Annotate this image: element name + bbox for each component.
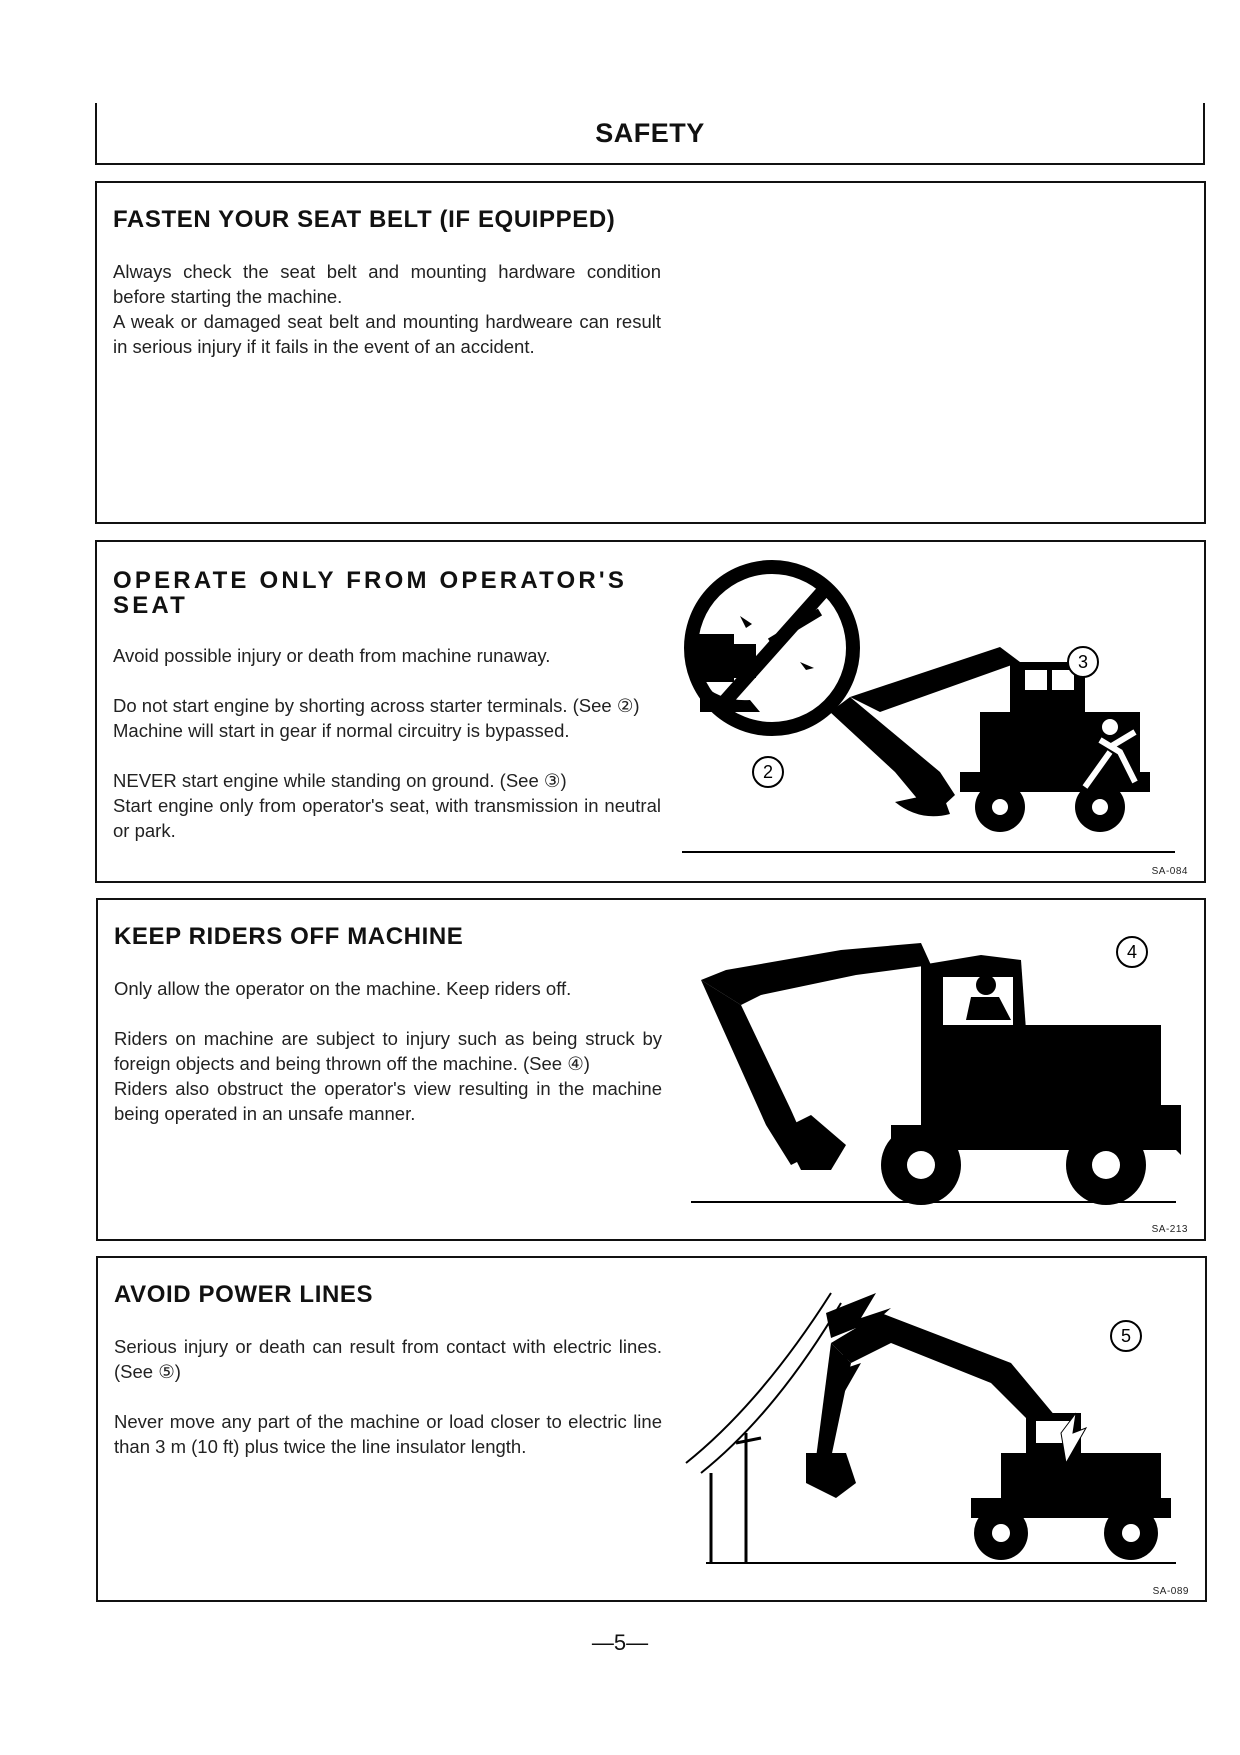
callout-5-label: 5: [1120, 1326, 1132, 1346]
paragraph: NEVER start engine while standing on ground. (See ③): [113, 770, 567, 791]
paragraph: Avoid possible injury or death from machine runaway.: [113, 645, 551, 666]
paragraph: Never move any part of the machine or load closer to electric line than 3 m (10 ft) plus twice the line insulator length.: [114, 1411, 662, 1457]
callout-2-label: 2: [762, 762, 774, 782]
section-seat-belt: [95, 181, 1206, 524]
section-title: FASTEN YOUR SEAT BELT (IF EQUIPPED): [113, 206, 616, 233]
callout-3: [1065, 644, 1101, 680]
figure-code: SA-084: [1151, 866, 1188, 877]
callout-4-label: 4: [1126, 942, 1138, 962]
page-header: [95, 103, 1205, 165]
page-title: SAFETY: [595, 118, 705, 148]
callout-3-label: 3: [1077, 652, 1089, 672]
paragraph: Start engine only from operator's seat, with transmission in neutral or park.: [113, 795, 661, 841]
section-title-line2: SEAT: [113, 592, 189, 619]
section-operate-from-seat: [95, 540, 1206, 883]
section-avoid-power-lines: [96, 1256, 1207, 1602]
paragraph: Serious injury or death can result from contact with electric lines. (See ⑤): [114, 1336, 662, 1382]
paragraph: Riders on machine are subject to injury such as being struck by foreign objects and being thrown off the machine. (See ④): [114, 1028, 662, 1074]
section-body: [113, 643, 661, 843]
callout-4: [1114, 934, 1150, 970]
paragraph: Only allow the operator on the machine. Keep riders off.: [114, 978, 572, 999]
section-keep-riders-off: [96, 898, 1206, 1241]
paragraph: A weak or damaged seat belt and mounting hardweare can result in serious injury if it fails in the event of an accident.: [113, 311, 661, 357]
figure-code: SA-213: [1151, 1224, 1188, 1235]
paragraph: Machine will start in gear if normal circuitry is bypassed.: [113, 720, 570, 741]
callout-5: [1108, 1318, 1144, 1354]
paragraph: Do not start engine by shorting across starter terminals. (See ②): [113, 695, 640, 716]
paragraph: Riders also obstruct the operator's view resulting in the machine being operated in an unsafe manner.: [114, 1078, 662, 1124]
section-body: [114, 976, 662, 1126]
figure-code: SA-089: [1152, 1586, 1189, 1597]
section-title: AVOID POWER LINES: [114, 1281, 374, 1308]
paragraph: Always check the seat belt and mounting hardware condition before starting the machine.: [113, 261, 661, 307]
callout-2: [750, 754, 786, 790]
section-title: OPERATE ONLY FROM OPERATOR'S: [113, 567, 628, 594]
illustration-no-shorting-starter: [680, 552, 1190, 862]
section-body: [114, 1334, 662, 1459]
section-body: [113, 259, 661, 359]
page-number: —5—: [591, 1630, 649, 1655]
section-title: KEEP RIDERS OFF MACHINE: [114, 923, 464, 950]
